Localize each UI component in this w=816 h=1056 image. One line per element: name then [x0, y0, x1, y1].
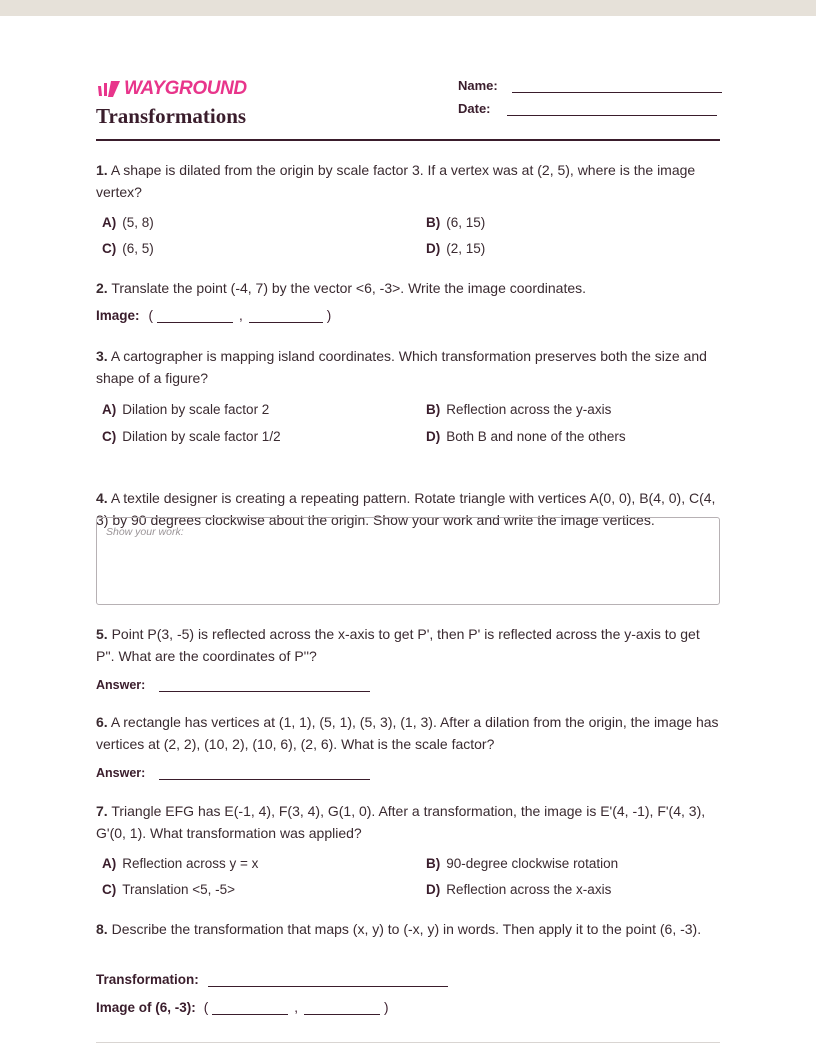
date-label: Date: — [458, 101, 491, 116]
worksheet-header — [96, 16, 720, 141]
image-y-input-line[interactable] — [304, 1000, 380, 1015]
option-text: Reflection across the y-axis — [446, 402, 612, 417]
question-1 — [96, 159, 720, 203]
option-letter: D) — [426, 241, 441, 256]
image-of-point-label: Image of (6, -3): — [96, 1000, 196, 1015]
option-text: Dilation by scale factor 2 — [122, 402, 270, 417]
option-text: Reflection across the x-axis — [446, 882, 612, 897]
question-7 — [96, 800, 720, 844]
question-text: A textile designer is creating a repeating pattern. Rotate triangle with vertices A(0, 0), B(4, 0), C(4, 3) by 90 degrees clockwise about the origin. Show your work and write the image vertices. — [96, 490, 716, 528]
question-text: A cartographer is mapping island coordinates. Which transformation preserves both the size and shape of a figure? — [96, 348, 707, 386]
option-letter: D) — [426, 882, 441, 897]
option-letter: B) — [426, 215, 441, 230]
option-text: Dilation by scale factor 1/2 — [122, 429, 281, 444]
question-number: 2. — [96, 280, 108, 296]
answer-input-line[interactable] — [159, 765, 370, 780]
option-text: (5, 8) — [122, 215, 154, 230]
option-letter: A) — [102, 215, 117, 230]
question-number: 6. — [96, 714, 108, 730]
option-letter: C) — [102, 882, 117, 897]
option-c[interactable] — [102, 429, 281, 444]
option-d[interactable] — [426, 241, 485, 256]
open-paren: ( — [203, 1000, 209, 1015]
option-text: Reflection across y = x — [122, 856, 259, 871]
answer-row — [96, 765, 370, 780]
name-input-line[interactable] — [512, 78, 722, 93]
name-field[interactable] — [458, 78, 722, 93]
option-a[interactable] — [102, 215, 154, 230]
brand-logo — [96, 78, 247, 100]
question-text: Translate the point (-4, 7) by the vector <6, -3>. Write the image coordinates. — [111, 280, 587, 296]
question-text: Point P(3, -5) is reflected across the x-axis to get P', then P' is reflected across the y-axis to get P''. What are the coordinates of P''? — [96, 626, 700, 664]
question-number: 7. — [96, 803, 108, 819]
question-number: 3. — [96, 348, 108, 364]
option-c[interactable] — [102, 241, 154, 256]
transformation-input-line[interactable] — [208, 972, 448, 987]
answer-label: Answer: — [96, 678, 146, 692]
answer-input-line[interactable] — [159, 677, 370, 692]
option-b[interactable] — [426, 215, 485, 230]
question-5 — [96, 623, 720, 667]
option-a[interactable] — [102, 402, 269, 417]
comma: , — [239, 308, 243, 323]
question-number: 1. — [96, 162, 108, 178]
transformation-answer-row — [96, 972, 448, 987]
image-y-input-line[interactable] — [249, 308, 323, 323]
option-letter: C) — [102, 429, 117, 444]
option-text: (6, 15) — [446, 215, 486, 230]
question-text: A shape is dilated from the origin by scale factor 3. If a vertex was at (2, 5), where is the image vertex? — [96, 162, 696, 200]
question-8 — [96, 918, 720, 940]
question-2 — [96, 277, 720, 299]
page-footer — [96, 1042, 720, 1043]
option-letter: D) — [426, 429, 441, 444]
option-text: Translation <5, -5> — [122, 882, 236, 897]
question-number: 8. — [96, 921, 108, 937]
brand-name: WAYGROUND — [124, 78, 247, 99]
question-text: Triangle EFG has E(-1, 4), F(3, 4), G(1, 0). After a transformation, the image is E'(4, -1), F'(4, 3), G'(0, 1). What transformation was applied? — [96, 803, 706, 841]
option-b[interactable] — [426, 856, 618, 871]
comma: , — [294, 1000, 299, 1015]
question-text: Describe the transformation that maps (x, y) to (-x, y) in words. Then apply it to the point (6, -3). — [111, 921, 702, 937]
option-d[interactable] — [426, 882, 611, 897]
image-x-input-line[interactable] — [212, 1000, 288, 1015]
question-3 — [96, 345, 720, 389]
show-work-placeholder: Show your work: — [106, 526, 184, 538]
option-text: 90-degree clockwise rotation — [446, 856, 619, 871]
option-letter: A) — [102, 402, 117, 417]
date-field[interactable] — [458, 101, 717, 116]
show-work-box[interactable] — [96, 517, 720, 605]
name-label: Name: — [458, 78, 498, 93]
option-letter: B) — [426, 402, 441, 417]
page-title: Transformations — [96, 104, 247, 128]
question-6 — [96, 711, 720, 755]
close-paren: ) — [326, 308, 332, 323]
image-answer-row — [96, 308, 335, 323]
image-answer-row — [96, 1000, 393, 1015]
option-a[interactable] — [102, 856, 258, 871]
option-b[interactable] — [426, 402, 611, 417]
date-input-line[interactable] — [507, 101, 717, 116]
option-text: (2, 15) — [446, 241, 486, 256]
worksheet-page — [96, 16, 720, 1015]
question-number: 5. — [96, 626, 108, 642]
question-text: A rectangle has vertices at (1, 1), (5, 1), (5, 3), (1, 3). After a dilation from the origin, the image has vertices at (2, 2), (10, 2), (10, 6), (2, 6). What is the scale factor? — [96, 714, 719, 752]
option-letter: C) — [102, 241, 117, 256]
option-d[interactable] — [426, 429, 626, 444]
option-text: (6, 5) — [122, 241, 154, 256]
option-letter: B) — [426, 856, 441, 871]
top-bar — [0, 0, 816, 16]
option-letter: A) — [102, 856, 117, 871]
question-number: 4. — [96, 490, 108, 506]
option-text: Both B and none of the others — [446, 429, 626, 444]
transformation-label: Transformation: — [96, 972, 199, 987]
answer-row — [96, 677, 370, 692]
close-paren: ) — [384, 1000, 389, 1015]
image-x-input-line[interactable] — [157, 308, 233, 323]
image-label: Image: — [96, 308, 140, 323]
answer-label: Answer: — [96, 766, 146, 780]
brand-logo-icon — [96, 80, 122, 98]
option-c[interactable] — [102, 882, 235, 897]
open-paren: ( — [148, 308, 154, 323]
